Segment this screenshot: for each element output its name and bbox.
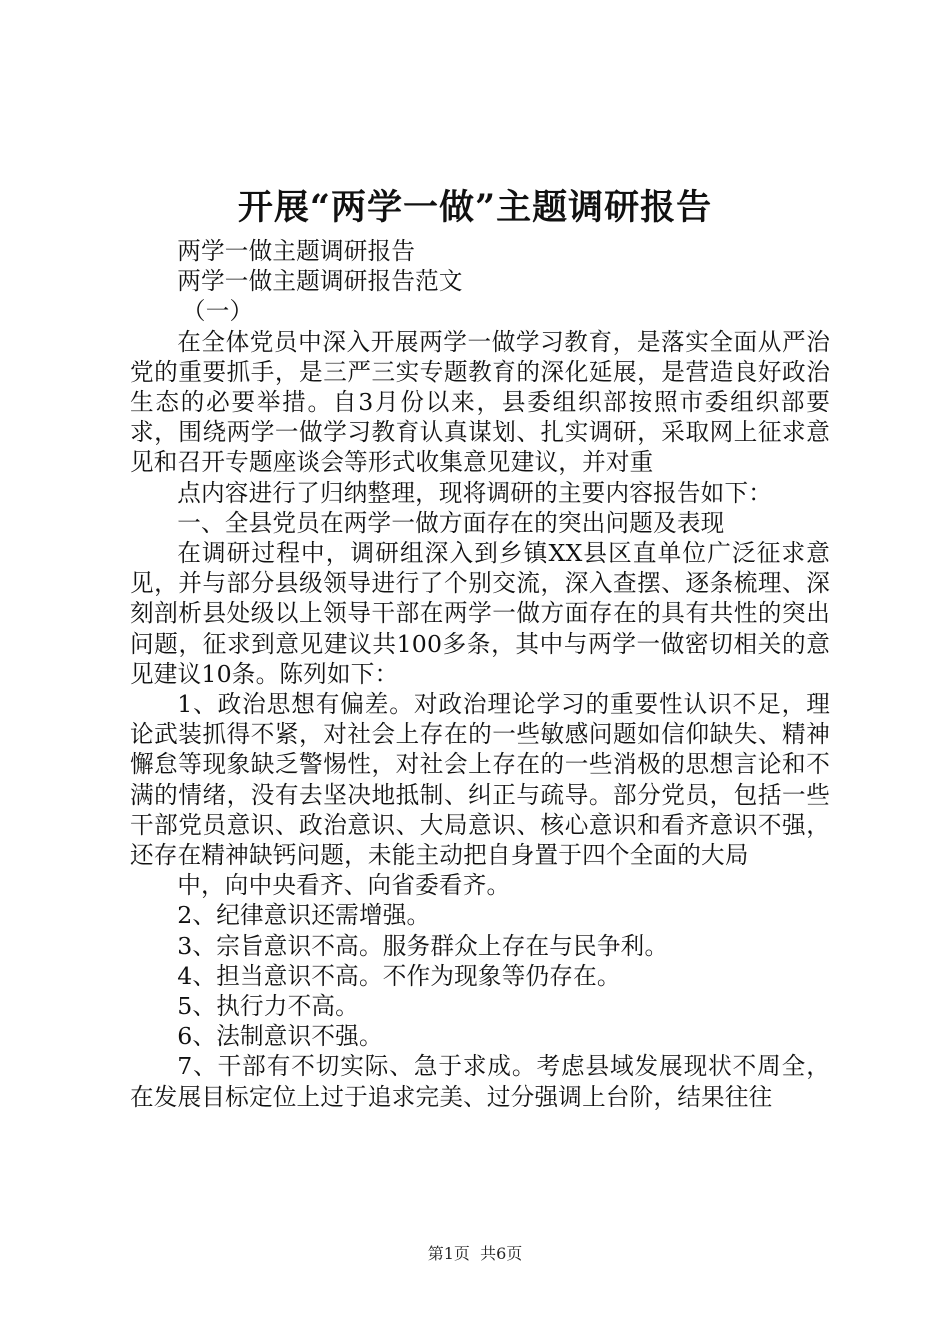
page-footer (0, 1243, 950, 1265)
paragraph-research: 在调研过程中，调研组深入到乡镇XX县区直单位广泛征求意见，并与部分县级领导进行了个别交流，深入查摆、逐条梳理、深刻剖析县处级以上领导干部在两学一做方面存在的具有共性的突出问题，征求到意见建议共100多条，其中与两学一做密切相关的意见建议10条。陈列如下： (130, 539, 830, 688)
list-item-cont: 中，向中央看齐、向省委看齐。 (177, 871, 511, 900)
list-item: 2、纪律意识还需增强。 (177, 901, 431, 930)
section-heading: 一、全县党员在两学一做方面存在的突出问题及表现 (177, 508, 725, 537)
paragraph-intro-cont: 点内容进行了归纳整理，现将调研的主要内容报告如下： (177, 478, 773, 507)
list-item: 1、政治思想有偏差。对政治理论学习的重要性认识不足，理论武装抓得不紧，对社会上存在的一些敏感问题如信仰缺失、精神懈怠等现象缺乏警惕性，对社会上存在的一些消极的思想言论和不满的情绪，没有去坚决地抵制、纠正与疏导。部分党员，包括一些干部党员意识、政治意识、大局意识、核心意识和看齐意识不强，还存在精神缺钙问题，未能主动把自身置于四个全面的大局 (130, 690, 830, 870)
list-item: 5、执行力不高。 (177, 992, 359, 1021)
section-marker: （一） (181, 297, 254, 326)
paragraph-subtitle: 两学一做主题调研报告 (177, 237, 416, 265)
paragraph-subtitle-fanwen: 两学一做主题调研报告范文 (177, 267, 463, 296)
page-number: 第1页 (427, 1244, 470, 1263)
footer-separator (470, 1244, 480, 1263)
document-title: 开展“两学一做”主题调研报告 (237, 187, 713, 228)
page-total: 共6页 (480, 1244, 523, 1263)
list-item: 4、担当意识不高。不作为现象等仍存在。 (177, 961, 621, 990)
list-item: 6、法制意识不强。 (177, 1022, 383, 1051)
document-body (130, 236, 830, 1112)
list-item: 7、干部有不切实际、急于求成。考虑县域发展现状不周全，在发展目标定位上过于追求完美、过分强调上台阶，结果往往 (130, 1052, 830, 1111)
paragraph-intro: 在全体党员中深入开展两学一做学习教育，是落实全面从严治党的重要抓手，是三严三实专题教育的深化延展，是营造良好政治生态的必要举措。自3月份以来，县委组织部按照市委组织部要求，围绕两学一做学习教育认真谋划、扎实调研，采取网上征求意见和召开专题座谈会等形式收集意见建议，并对重 (130, 327, 830, 477)
list-item: 3、宗旨意识不高。服务群众上存在与民争利。 (177, 931, 669, 960)
